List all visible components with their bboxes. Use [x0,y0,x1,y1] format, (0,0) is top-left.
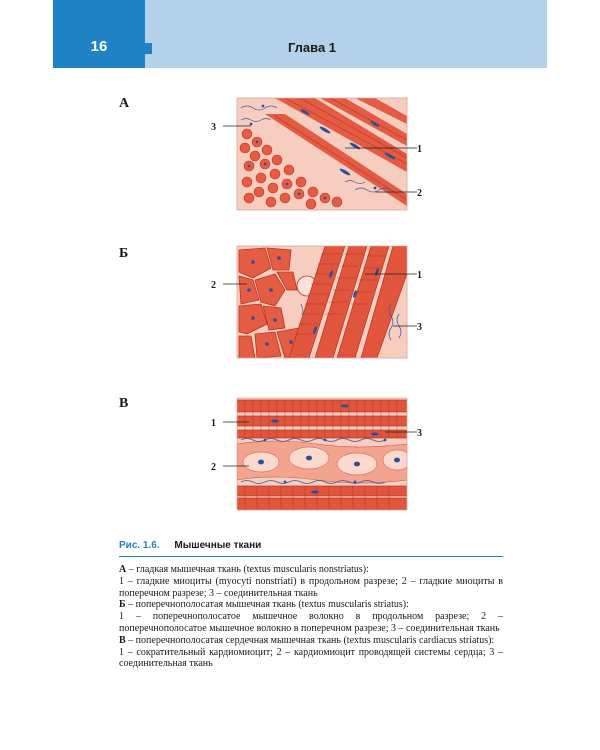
panel-v-label-2: 2 [211,462,216,473]
figure-title: Мышечные ткани [174,540,262,551]
panel-a-label-1: 1 [417,144,422,155]
figure-caption-title [119,540,261,551]
striated-muscle-tissue [237,246,407,358]
panel-v-label-1: 1 [211,418,216,429]
page-number: 16 [90,38,108,55]
figure-caption-body [119,564,503,670]
panel-v-label-3: 3 [417,428,422,439]
panel-b-label-3: 3 [417,322,422,333]
panel-b-label-1: 1 [417,270,422,281]
panel-v-illustration [205,394,435,514]
caption-divider [119,556,503,557]
panel-a-label-2: 2 [417,188,422,199]
panel-b-illustration [205,244,435,362]
caption-line-a-desc: 1 – гладкие миоциты (myocyti nonstriati) в продольном разрезе; 2 – гладкие миоциты в поперечном разрезе; 3 – соединительная ткань [119,575,503,599]
caption-line-b-title: Б – поперечнополосатая мышечная ткань (textus muscularis striatus): [119,599,409,611]
cardiac-muscle-tissue [237,398,411,510]
caption-line-v-title: В – поперечнополосатая сердечная мышечная ткань (textus muscularis cardiacus striatus): [119,634,495,646]
caption-line-a-title: А – гладкая мышечная ткань (textus muscularis nonstriatus): [119,564,369,575]
page-number-tab [145,43,152,54]
caption-line-b-desc: 1 – поперечнополосатое мышечное волокно в продольном разрезе; 2 – поперечнополосатое мышечное волокно в поперечном разрезе; 3 – соединительная ткань [119,611,503,634]
caption-line-v-desc: 1 – сократительный кардиомиоцит; 2 – кардиомиоцит проводящей системы сердца; 3 – соединительная ткань [119,646,503,670]
panel-a-illustration [205,94,435,214]
panel-b-letter: Б [119,246,129,261]
panel-v-letter: В [119,396,129,411]
figure-number: Рис. 1.6. [119,540,160,551]
page-number-box [53,0,145,68]
panel-a-letter: А [119,96,130,111]
panel-b-label-2: 2 [211,280,216,291]
panel-a-label-3: 3 [211,122,216,133]
chapter-title: Глава 1 [287,40,337,55]
smooth-muscle-tissue [237,98,407,210]
